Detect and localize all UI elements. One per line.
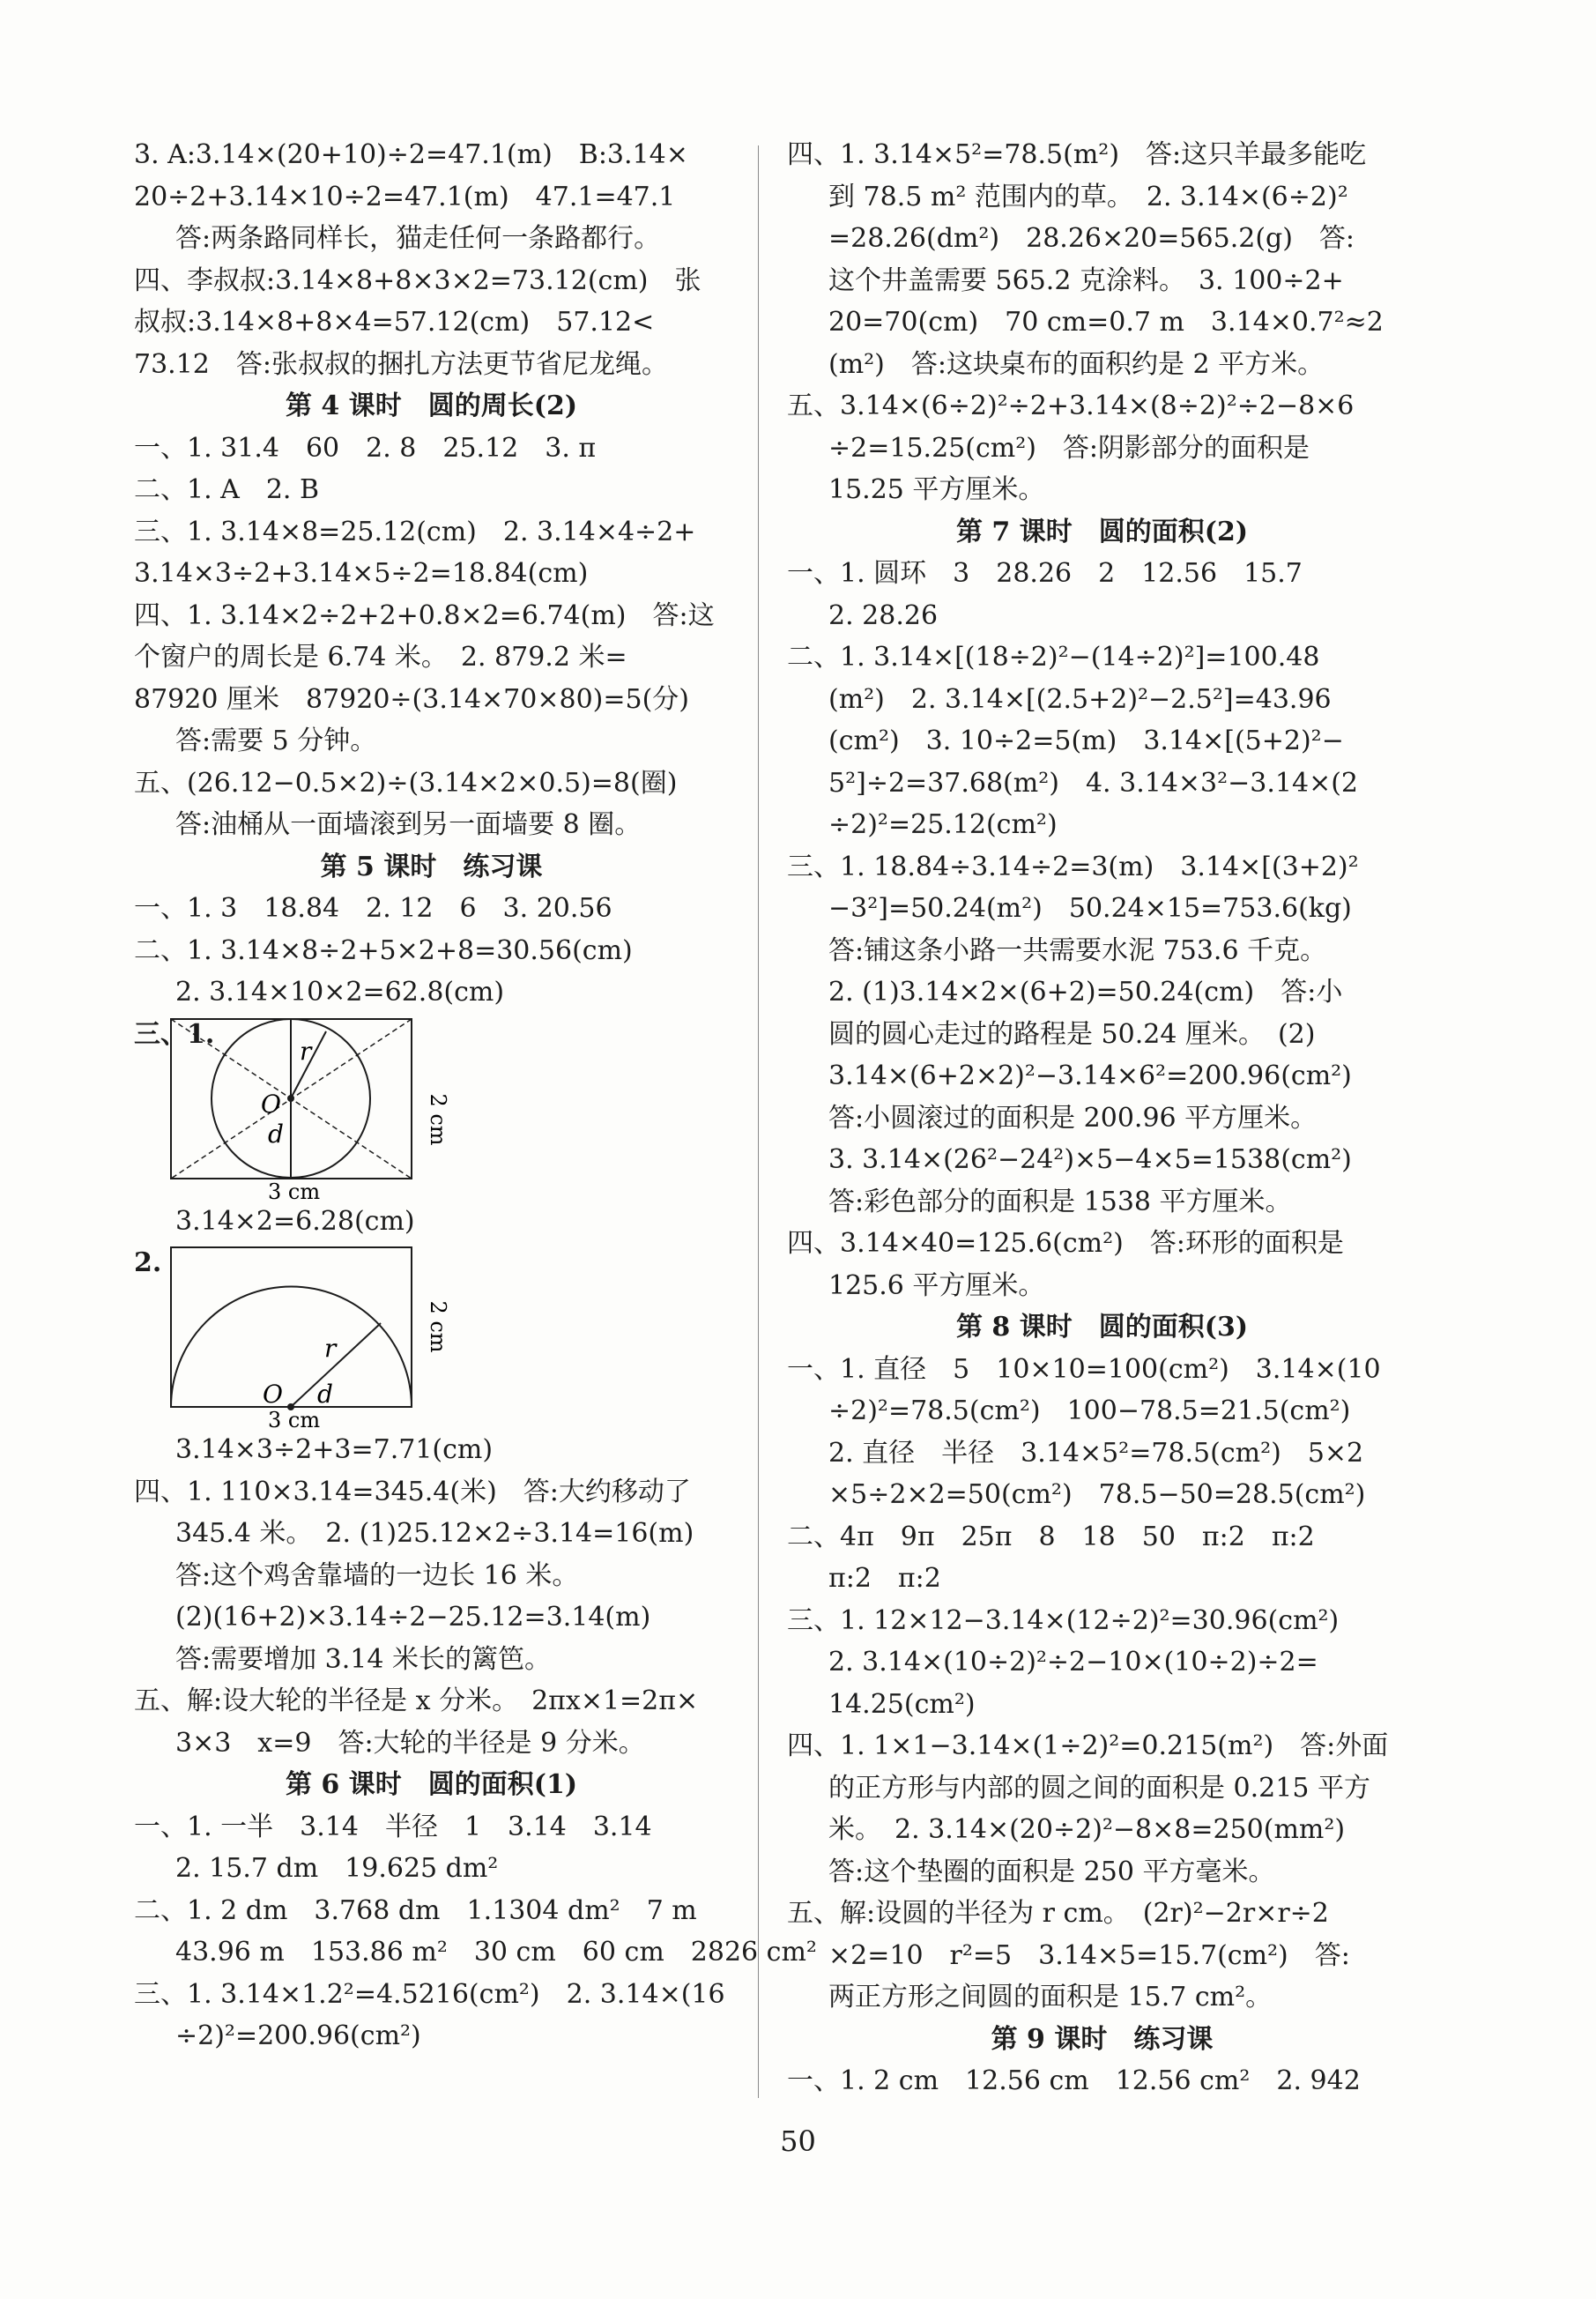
lines-e [134, 1806, 817, 2057]
text-line: 四、3.14×40=125.6(cm²) 答:环形的面积是 [787, 1228, 1344, 1259]
text-line: 二、1. 2 dm 3.768 dm 1.1304 dm² 7 m [134, 1894, 697, 1926]
height-label: 2 cm [426, 1092, 450, 1146]
lines-c [787, 1349, 1417, 2019]
left-column [134, 134, 817, 2057]
text-line: 答:这个鸡舍靠墙的一边长 16 米。 [175, 1559, 579, 1591]
figure-label: 2. [134, 1247, 162, 1278]
text-line: 3.14×3÷2+3=7.71(cm) [175, 1434, 494, 1465]
text-line: 个窗户的周长是 6.74 米。 2. 879.2 米= [134, 642, 627, 673]
semicircle-arc [171, 1287, 412, 1408]
text-line: 2. 3.14×(10÷2)²÷2−10×(10÷2)÷2= [828, 1647, 1318, 1678]
lesson-heading-4: 第 4 课时 圆的周长(2) [285, 391, 578, 421]
text-line: 2. (1)3.14×2×(6+2)=50.24(cm) 答:小 [828, 977, 1343, 1008]
text-line: 五、解:设大轮的半径是 x 分米。 2πx×1=2π× [134, 1685, 699, 1716]
diameter-label: d [317, 1380, 333, 1409]
text-line: 四、1. 1×1−3.14×(1÷2)²=0.215(m²) 答:外面 [787, 1730, 1389, 1761]
lines-d [787, 2060, 1417, 2102]
text-line: 答:彩色部分的面积是 1538 平方厘米。 [828, 1186, 1292, 1217]
text-line: 圆的圆心走过的路程是 50.24 厘米。 (2) [828, 1018, 1316, 1050]
lesson-heading-9: 第 9 课时 练习课 [991, 2023, 1214, 2055]
text-line: 一、1. 直径 5 10×10=100(cm²) 3.14×(10 [787, 1353, 1381, 1385]
text-line: 答:铺这条小路一共需要水泥 753.6 千克。 [828, 934, 1327, 966]
text-line: 五、(26.12−0.5×2)÷(3.14×2×0.5)=8(圈) [134, 767, 678, 799]
text-line: 三、1. 3.14×8=25.12(cm) 2. 3.14×4÷2+ [134, 516, 696, 547]
text-line: 345.4 米。 2. (1)25.12×2÷3.14=16(m) [175, 1518, 694, 1549]
lines-c [134, 888, 729, 1014]
text-line: 73.12 答:张叔叔的捆扎方法更节省尼龙绳。 [134, 348, 668, 380]
text-line: 米。 2. 3.14×(20÷2)²−8×8=250(mm²) [828, 1814, 1346, 1845]
lesson-heading-8: 第 8 课时 圆的面积(3) [955, 1312, 1249, 1343]
text-line: 3. 3.14×(26²−24²)×5−4×5=1538(cm²) [828, 1144, 1352, 1175]
figure-rect-semicircle [134, 1242, 729, 1432]
text-line: 四、1. 110×3.14=345.4(米) 答:大约移动了 [134, 1476, 691, 1507]
text-line: 2. 3.14×10×2=62.8(cm) [175, 977, 505, 1008]
text-line: 43.96 m 153.86 m² 30 cm 60 cm 2826 cm² [175, 1937, 817, 1968]
text-line: 一、1. 3 18.84 2. 12 6 3. 20.56 [134, 893, 612, 924]
text-line: 14.25(cm²) [828, 1688, 976, 1720]
text-line: 一、1. 圆环 3 28.26 2 12.56 15.7 [787, 558, 1303, 589]
text-line: 到 78.5 m² 范围内的草。 2. 3.14×(6÷2)² [828, 181, 1348, 212]
text-line: (cm²) 3. 10÷2=5(m) 3.14×[(5+2)²− [828, 725, 1344, 756]
text-line: 答:需要增加 3.14 米长的篱笆。 [175, 1643, 551, 1675]
text-line: 叔叔:3.14×8+8×4=57.12(cm) 57.12< [134, 307, 655, 338]
text-line: 答:两条路同样长，猫走任何一条路都行。 [175, 223, 661, 254]
text-line: 2. 28.26 [828, 599, 939, 631]
rect-semicircle-diagram [162, 1242, 462, 1432]
text-line: (m²) 2. 3.14×[(2.5+2)²−2.5²]=43.96 [828, 683, 1332, 715]
text-line: 答:这个垫圈的面积是 250 平方毫米。 [828, 1856, 1275, 1887]
page-number: 50 [780, 2124, 816, 2158]
column-divider [758, 145, 759, 2098]
text-line: ×5÷2×2=50(cm²) 78.5−50=28.5(cm²) [828, 1479, 1366, 1510]
lines-b [134, 428, 729, 846]
lesson-heading-6: 第 6 课时 圆的面积(1) [285, 1769, 578, 1800]
text-line: (m²) 答:这块桌布的面积约是 2 平方米。 [828, 348, 1325, 380]
text-line: 三、1. 18.84÷3.14÷2=3(m) 3.14×[(3+2)² [787, 851, 1359, 882]
text-line: 二、1. 3.14×[(18÷2)²−(14÷2)²]=100.48 [787, 642, 1320, 673]
lesson-heading-5: 第 5 课时 练习课 [320, 851, 543, 882]
text-line: 这个井盖需要 565.2 克涂料。 3. 100÷2+ [828, 264, 1344, 296]
text-line: 的正方形与内部的圆之间的面积是 0.215 平方 [828, 1772, 1370, 1804]
text-line: 答:需要 5 分钟。 [175, 725, 377, 756]
text-line: 15.25 平方厘米。 [828, 474, 1045, 505]
lesson-heading-7: 第 7 课时 圆的面积(2) [955, 516, 1249, 547]
right-column [787, 134, 1417, 2102]
text-line: 四、李叔叔:3.14×8+8×3×2=73.12(cm) 张 [134, 264, 701, 296]
text-line: 5²]÷2=37.68(m²) 4. 3.14×3²−3.14×(2 [828, 767, 1359, 799]
text-line: 五、3.14×(6÷2)²÷2+3.14×(8÷2)²÷2−8×6 [787, 391, 1355, 421]
text-line: (2)(16+2)×3.14÷2−25.12=3.14(m) [175, 1602, 651, 1633]
text-line: 一、1. 2 cm 12.56 cm 12.56 cm² 2. 942 [787, 2065, 1361, 2096]
text-line: ×2=10 r²=5 3.14×5=15.7(cm²) 答: [828, 1939, 1350, 1971]
text-line: 一、1. 31.4 60 2. 8 25.12 3. π [134, 432, 597, 464]
text-line: 三、1. 12×12−3.14×(12÷2)²=30.96(cm²) [787, 1604, 1340, 1636]
text-line: π:2 π:2 [828, 1563, 941, 1594]
text-line: 二、4π 9π 25π 8 18 50 π:2 π:2 [787, 1521, 1315, 1552]
diameter-label: d [268, 1119, 284, 1149]
lines-a [134, 134, 729, 385]
text-line: 20÷2+3.14×10÷2=47.1(m) 47.1=47.1 [134, 181, 676, 212]
text-line: 3. A:3.14×(20+10)÷2=47.1(m) B:3.14× [134, 139, 688, 170]
text-line: 3.14×2=6.28(cm) [175, 1205, 415, 1237]
center-label: O [261, 1089, 281, 1119]
text-line: ÷2=15.25(cm²) 答:阴影部分的面积是 [828, 432, 1310, 464]
text-line: 四、1. 3.14×5²=78.5(m²) 答:这只羊最多能吃 [787, 139, 1367, 170]
text-line: 20=70(cm) 70 cm=0.7 m 3.14×0.7²≈2 [828, 307, 1384, 338]
radius-label: r [300, 1036, 312, 1066]
text-line: ÷2)²=200.96(cm²) [175, 2020, 421, 2051]
text-line: 答:小圆滚过的面积是 200.96 平方厘米。 [828, 1102, 1318, 1134]
width-label: 3 cm [268, 1179, 321, 1204]
text-line: −3²]=50.24(m²) 50.24×15=753.6(kg) [828, 893, 1352, 924]
text-line: 三、1. 3.14×1.2²=4.5216(cm²) 2. 3.14×(16 [134, 1978, 725, 2010]
text-line: ÷2)²=25.12(cm²) [828, 809, 1058, 840]
text-line: 2. 直径 半径 3.14×5²=78.5(cm²) 5×2 [828, 1437, 1364, 1469]
text-line: 四、1. 3.14×2÷2+2+0.8×2=6.74(m) 答:这 [134, 599, 715, 631]
rect-circle-overlay [162, 1014, 462, 1204]
height-label: 2 cm [426, 1300, 450, 1353]
text-line: =28.26(dm²) 28.26×20=565.2(g) 答: [828, 223, 1355, 254]
text-line: 答:油桶从一面墙滚到另一面墙要 8 圈。 [175, 809, 642, 840]
text-line: 87920 厘米 87920÷(3.14×70×80)=5(分) [134, 683, 689, 715]
text-line: 3.14×(6+2×2)²−3.14×6²=200.96(cm²) [828, 1060, 1352, 1091]
text-line: 一、1. 一半 3.14 半径 1 3.14 3.14 [134, 1811, 652, 1842]
center-label: O [263, 1380, 283, 1409]
width-label: 3 cm [268, 1408, 321, 1432]
text-line: 125.6 平方厘米。 [828, 1269, 1045, 1301]
text-line: 二、1. A 2. B [134, 474, 320, 505]
text-line: 五、解:设圆的半径为 r cm。 (2r)²−2r×r÷2 [787, 1898, 1329, 1929]
text-line: ÷2)²=78.5(cm²) 100−78.5=21.5(cm²) [828, 1395, 1351, 1426]
figure-rect-circle [134, 1014, 729, 1204]
text-line: 3.14×3÷2+3.14×5÷2=18.84(cm) [134, 558, 589, 589]
lines-b [787, 553, 1417, 1306]
text-line: 3×3 x=9 答:大轮的半径是 9 分米。 [175, 1727, 645, 1759]
text-line: 2. 15.7 dm 19.625 dm² [175, 1853, 499, 1884]
radius-label: r [324, 1334, 337, 1363]
lines-a [787, 134, 1417, 511]
lines-d [134, 1471, 729, 1765]
figure-label: 三、1. [134, 1018, 215, 1050]
text-line: 两正方形之间圆的面积是 15.7 cm²。 [828, 1982, 1273, 2013]
text-line: 二、1. 3.14×8÷2+5×2+8=30.56(cm) [134, 934, 633, 966]
